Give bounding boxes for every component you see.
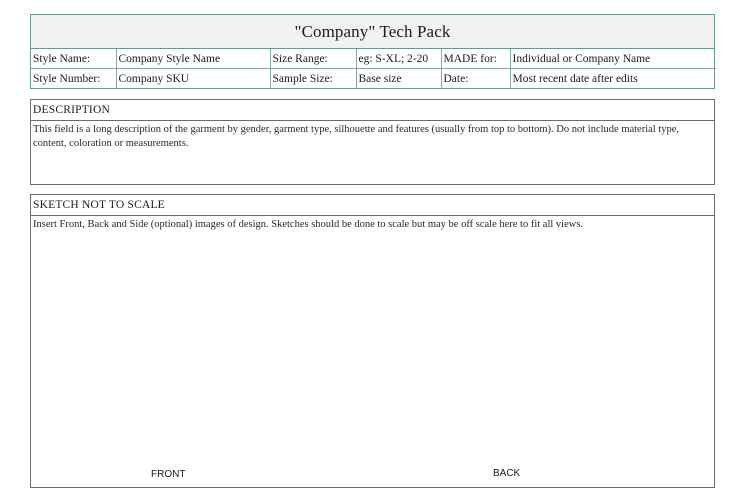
page-title: "Company" Tech Pack <box>31 15 714 49</box>
sketch-heading: SKETCH NOT TO SCALE <box>31 195 714 216</box>
date-label: Date: <box>441 69 510 89</box>
back-view-label: BACK <box>493 468 521 479</box>
description-text[interactable]: This field is a long description of the garment by gender, garment type, silhouette and features (usually from top to bottom). Do not include material type, content, coloration or measurements. <box>33 124 680 149</box>
sketch-section <box>30 194 715 488</box>
size-range-value[interactable]: eg: S-XL; 2-20 <box>356 49 441 69</box>
made-for-label: MADE for: <box>441 49 510 69</box>
sample-size-label: Sample Size: <box>270 69 356 89</box>
size-range-label: Size Range: <box>270 49 356 69</box>
made-for-value[interactable]: Individual or Company Name <box>510 49 716 69</box>
description-section <box>30 99 715 185</box>
style-name-label: Style Name: <box>31 49 116 69</box>
table-row <box>31 49 716 69</box>
description-heading: DESCRIPTION <box>31 100 714 121</box>
date-value[interactable]: Most recent date after edits <box>512 72 638 85</box>
sketch-instructions: Insert Front, Back and Side (optional) images of design. Sketches should be done to scale but may be off scale here to fit all views. <box>33 219 584 230</box>
style-number-label: Style Number: <box>31 69 116 89</box>
style-number-value[interactable]: Company SKU <box>116 69 270 89</box>
style-info-table <box>31 49 716 88</box>
style-name-value[interactable]: Company Style Name <box>116 49 270 69</box>
table-row <box>31 69 716 89</box>
sample-size-value[interactable]: Base size <box>356 69 441 89</box>
front-view-label: FRONT <box>151 469 186 480</box>
tech-pack-header <box>30 14 715 89</box>
